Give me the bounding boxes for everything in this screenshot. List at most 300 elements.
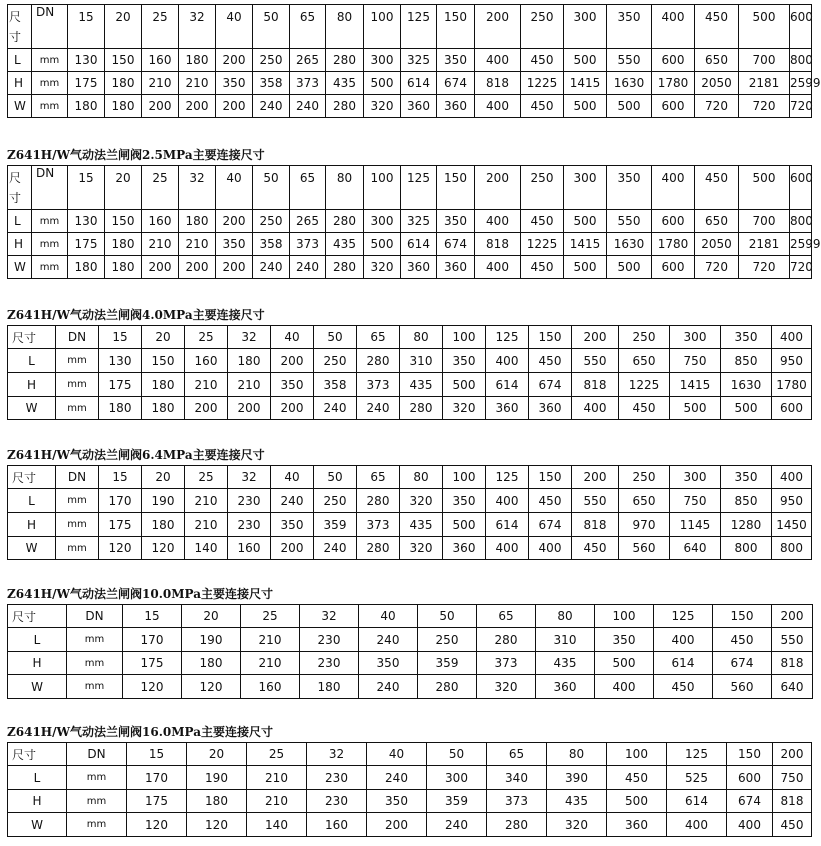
value-cell: 818 [773,790,812,813]
header-dn-label: DN [56,326,99,349]
dn-cell: 400 [772,466,812,489]
value-cell: 265 [290,49,326,72]
dn-cell: 600 [790,5,812,49]
unit-cell: mm [32,256,68,279]
dn-cell: 20 [105,5,142,49]
dimension-table [7,325,812,420]
dn-cell: 450 [695,166,739,210]
unit-cell: mm [32,210,68,233]
value-cell: 400 [595,675,654,699]
dn-cell: 125 [486,326,529,349]
value-cell: 373 [290,233,326,256]
value-cell: 265 [290,210,326,233]
value-cell: 614 [401,233,437,256]
unit-cell: mm [67,813,127,837]
dn-cell: 25 [247,743,307,766]
table-title: Z641H/W气动法兰闸阀6.4MPa主要连接尺寸 [7,448,265,462]
dn-cell: 125 [667,743,727,766]
value-cell: 600 [652,49,695,72]
unit-cell: mm [56,349,99,373]
row-label: L [8,628,67,652]
dn-cell: 350 [721,326,772,349]
unit-cell: mm [32,233,68,256]
dn-cell: 150 [437,166,475,210]
row-label: H [8,652,67,675]
value-cell: 500 [564,256,607,279]
dn-cell: 32 [228,326,271,349]
value-cell: 175 [127,790,187,813]
value-cell: 800 [772,537,812,560]
table-row [8,652,813,675]
value-cell: 1280 [721,513,772,537]
header-size-label: 尺寸 [8,466,56,489]
value-cell: 640 [670,537,721,560]
value-cell: 175 [68,233,105,256]
dn-cell: 100 [364,5,401,49]
value-cell: 160 [307,813,367,837]
value-cell: 180 [142,373,185,397]
dn-cell: 20 [182,605,241,628]
dn-cell: 80 [547,743,607,766]
row-label: H [8,513,56,537]
value-cell: 720 [695,95,739,118]
dimension-table [7,742,812,837]
header-dn-label: DN [67,743,127,766]
value-cell: 2599 [790,72,812,95]
dn-cell: 300 [564,166,607,210]
value-cell: 240 [357,397,400,420]
value-cell: 180 [179,210,216,233]
value-cell: 2050 [695,233,739,256]
dn-cell: 300 [670,466,721,489]
value-cell: 750 [670,349,721,373]
dn-cell: 50 [418,605,477,628]
value-cell: 350 [437,210,475,233]
value-cell: 200 [185,397,228,420]
row-label: L [8,349,56,373]
value-cell: 818 [772,652,813,675]
header-size-label: 尺寸 [8,743,67,766]
value-cell: 1630 [607,233,652,256]
value-cell: 120 [123,675,182,699]
value-cell: 240 [271,489,314,513]
value-cell: 200 [216,95,253,118]
dn-cell: 32 [307,743,367,766]
value-cell: 1630 [721,373,772,397]
value-cell: 280 [357,349,400,373]
value-cell: 360 [401,95,437,118]
value-cell: 180 [68,95,105,118]
value-cell: 1415 [564,233,607,256]
header-row [8,605,813,628]
value-cell: 320 [400,537,443,560]
value-cell: 320 [400,489,443,513]
value-cell: 280 [357,537,400,560]
dn-cell: 100 [595,605,654,628]
value-cell: 500 [670,397,721,420]
value-cell: 175 [99,513,142,537]
value-cell: 600 [727,766,773,790]
value-cell: 210 [247,766,307,790]
value-cell: 435 [536,652,595,675]
dn-cell: 25 [142,5,179,49]
table-row [8,513,812,537]
value-cell: 400 [475,210,521,233]
value-cell: 120 [127,813,187,837]
row-label: H [8,373,56,397]
value-cell: 1450 [772,513,812,537]
value-cell: 435 [400,373,443,397]
row-label: H [8,790,67,813]
value-cell: 160 [142,210,179,233]
unit-cell: mm [56,373,99,397]
value-cell: 170 [127,766,187,790]
value-cell: 120 [99,537,142,560]
value-cell: 450 [529,349,572,373]
value-cell: 320 [364,95,401,118]
value-cell: 600 [652,210,695,233]
value-cell: 150 [105,210,142,233]
row-label: L [8,49,32,72]
value-cell: 360 [437,256,475,279]
dn-cell: 125 [401,166,437,210]
value-cell: 373 [290,72,326,95]
value-cell: 240 [359,628,418,652]
value-cell: 1225 [521,233,564,256]
dn-cell: 40 [359,605,418,628]
header-dn-label: DN [32,166,68,210]
dn-cell: 150 [727,743,773,766]
dn-cell: 400 [652,166,695,210]
dn-cell: 300 [564,5,607,49]
value-cell: 614 [486,513,529,537]
value-cell: 373 [477,652,536,675]
value-cell: 400 [486,537,529,560]
value-cell: 160 [142,49,179,72]
dimension-table [7,4,821,118]
value-cell: 818 [572,373,619,397]
value-cell: 200 [216,256,253,279]
value-cell: 525 [667,766,727,790]
header-dn-label: DN [67,605,123,628]
table-title: Z641H/W气动法兰闸阀10.0MPa主要连接尺寸 [7,587,273,601]
value-cell: 200 [271,349,314,373]
value-cell: 390 [547,766,607,790]
dn-cell: 200 [475,166,521,210]
value-cell: 180 [228,349,271,373]
dn-cell: 100 [443,326,486,349]
value-cell: 140 [247,813,307,837]
value-cell: 650 [695,210,739,233]
value-cell: 240 [253,256,290,279]
value-cell: 550 [772,628,813,652]
value-cell: 450 [521,95,564,118]
value-cell: 400 [475,95,521,118]
header-dn-label: DN [32,5,68,49]
header-size-label: 尺寸 [8,166,32,210]
dn-cell: 150 [713,605,772,628]
row-label: H [8,233,32,256]
value-cell: 1630 [607,72,652,95]
value-cell: 850 [721,489,772,513]
value-cell: 400 [486,349,529,373]
value-cell: 400 [727,813,773,837]
dn-cell: 40 [367,743,427,766]
value-cell: 650 [619,489,670,513]
value-cell: 310 [536,628,595,652]
dn-cell: 32 [179,5,216,49]
value-cell: 1145 [670,513,721,537]
value-cell: 360 [486,397,529,420]
table-row [8,256,812,279]
value-cell: 560 [619,537,670,560]
value-cell: 170 [123,628,182,652]
dn-cell: 400 [772,326,812,349]
value-cell: 160 [241,675,300,699]
value-cell: 435 [547,790,607,813]
value-cell: 180 [99,397,142,420]
row-label: L [8,766,67,790]
dn-cell: 50 [314,466,357,489]
dn-cell: 80 [400,466,443,489]
dn-cell: 15 [99,326,142,349]
value-cell: 210 [179,233,216,256]
value-cell: 150 [142,349,185,373]
dn-cell: 40 [216,166,253,210]
unit-cell: mm [67,675,123,699]
value-cell: 2181 [739,72,790,95]
unit-cell: mm [56,537,99,560]
value-cell: 850 [721,349,772,373]
dn-cell: 20 [105,166,142,210]
value-cell: 120 [182,675,241,699]
value-cell: 190 [187,766,247,790]
unit-cell: mm [67,766,127,790]
value-cell: 160 [228,537,271,560]
value-cell: 400 [529,537,572,560]
row-label: H [8,72,32,95]
value-cell: 650 [695,49,739,72]
value-cell: 180 [182,652,241,675]
value-cell: 210 [241,652,300,675]
value-cell: 818 [475,233,521,256]
dn-cell: 32 [228,466,271,489]
value-cell: 350 [271,513,314,537]
table-row [8,210,812,233]
dn-cell: 50 [314,326,357,349]
table-row [8,790,812,813]
value-cell: 300 [364,49,401,72]
value-cell: 325 [401,210,437,233]
row-label: W [8,397,56,420]
table-row [8,95,812,118]
unit-cell: mm [32,72,68,95]
value-cell: 450 [572,537,619,560]
unit-cell: mm [56,489,99,513]
dn-cell: 25 [241,605,300,628]
value-cell: 359 [418,652,477,675]
value-cell: 200 [142,256,179,279]
table-row [8,373,812,397]
value-cell: 500 [595,652,654,675]
value-cell: 1415 [564,72,607,95]
dimension-table [7,604,813,699]
dn-cell: 65 [290,166,326,210]
dn-cell: 125 [486,466,529,489]
table-row [8,72,812,95]
unit-cell: mm [32,49,68,72]
dn-cell: 65 [357,326,400,349]
value-cell: 1780 [772,373,812,397]
value-cell: 210 [185,373,228,397]
table-row [8,233,812,256]
table-row [8,628,813,652]
value-cell: 230 [300,652,359,675]
row-label: W [8,813,67,837]
dn-cell: 15 [68,5,105,49]
dn-cell: 100 [607,743,667,766]
value-cell: 500 [607,95,652,118]
value-cell: 130 [68,210,105,233]
unit-cell: mm [56,513,99,537]
value-cell: 400 [486,489,529,513]
dn-cell: 50 [427,743,487,766]
value-cell: 150 [105,49,142,72]
value-cell: 240 [367,766,427,790]
value-cell: 614 [486,373,529,397]
value-cell: 210 [228,373,271,397]
dn-cell: 500 [739,166,790,210]
dn-cell: 80 [326,166,364,210]
dn-cell: 32 [300,605,359,628]
value-cell: 950 [772,349,812,373]
value-cell: 720 [739,95,790,118]
value-cell: 400 [654,628,713,652]
value-cell: 200 [216,49,253,72]
value-cell: 250 [314,489,357,513]
value-cell: 350 [359,652,418,675]
value-cell: 1225 [521,72,564,95]
value-cell: 970 [619,513,670,537]
value-cell: 130 [99,349,142,373]
value-cell: 674 [437,72,475,95]
value-cell: 320 [364,256,401,279]
table-row [8,813,812,837]
value-cell: 450 [521,256,564,279]
row-label: L [8,489,56,513]
header-row [8,326,812,349]
value-cell: 180 [105,233,142,256]
dn-cell: 200 [475,5,521,49]
value-cell: 614 [401,72,437,95]
value-cell: 614 [667,790,727,813]
value-cell: 340 [487,766,547,790]
value-cell: 280 [400,397,443,420]
dn-cell: 350 [607,166,652,210]
value-cell: 160 [185,349,228,373]
dn-cell: 200 [572,326,619,349]
row-label: W [8,95,32,118]
dn-cell: 65 [477,605,536,628]
value-cell: 230 [228,513,271,537]
value-cell: 210 [142,233,179,256]
value-cell: 200 [228,397,271,420]
header-row [8,166,812,210]
value-cell: 750 [670,489,721,513]
value-cell: 350 [271,373,314,397]
dn-cell: 25 [185,326,228,349]
value-cell: 230 [228,489,271,513]
value-cell: 200 [271,397,314,420]
dn-cell: 250 [521,5,564,49]
value-cell: 2050 [695,72,739,95]
value-cell: 175 [68,72,105,95]
value-cell: 360 [536,675,595,699]
dn-cell: 250 [619,326,670,349]
value-cell: 350 [443,489,486,513]
value-cell: 500 [443,513,486,537]
value-cell: 600 [652,95,695,118]
value-cell: 750 [773,766,812,790]
value-cell: 280 [477,628,536,652]
value-cell: 350 [437,49,475,72]
table-title: Z641H/W气动法兰闸阀16.0MPa主要连接尺寸 [7,725,273,739]
value-cell: 700 [739,210,790,233]
value-cell: 500 [364,72,401,95]
value-cell: 358 [253,233,290,256]
value-cell: 500 [607,256,652,279]
value-cell: 360 [529,397,572,420]
value-cell: 180 [179,49,216,72]
value-cell: 450 [654,675,713,699]
value-cell: 600 [772,397,812,420]
value-cell: 950 [772,489,812,513]
value-cell: 614 [654,652,713,675]
table-row [8,766,812,790]
dn-cell: 500 [739,5,790,49]
value-cell: 280 [326,49,364,72]
table-title: Z641H/W气动法兰闸阀2.5MPa主要连接尺寸 [7,148,265,162]
dn-cell: 600 [790,166,812,210]
table-row [8,397,812,420]
value-cell: 210 [179,72,216,95]
value-cell: 300 [427,766,487,790]
value-cell: 210 [185,489,228,513]
value-cell: 230 [300,628,359,652]
value-cell: 400 [572,397,619,420]
value-cell: 280 [418,675,477,699]
dn-cell: 15 [99,466,142,489]
value-cell: 350 [443,349,486,373]
value-cell: 250 [253,210,290,233]
value-cell: 360 [401,256,437,279]
dn-cell: 150 [529,326,572,349]
value-cell: 550 [572,349,619,373]
value-cell: 500 [364,233,401,256]
value-cell: 2181 [739,233,790,256]
dn-cell: 40 [216,5,253,49]
value-cell: 300 [364,210,401,233]
dn-cell: 300 [670,326,721,349]
dn-cell: 65 [487,743,547,766]
row-label: L [8,210,32,233]
value-cell: 280 [326,210,364,233]
table-title: Z641H/W气动法兰闸阀4.0MPa主要连接尺寸 [7,308,265,322]
value-cell: 674 [529,513,572,537]
dn-cell: 40 [271,326,314,349]
header-size-label: 尺寸 [8,326,56,349]
value-cell: 130 [68,49,105,72]
